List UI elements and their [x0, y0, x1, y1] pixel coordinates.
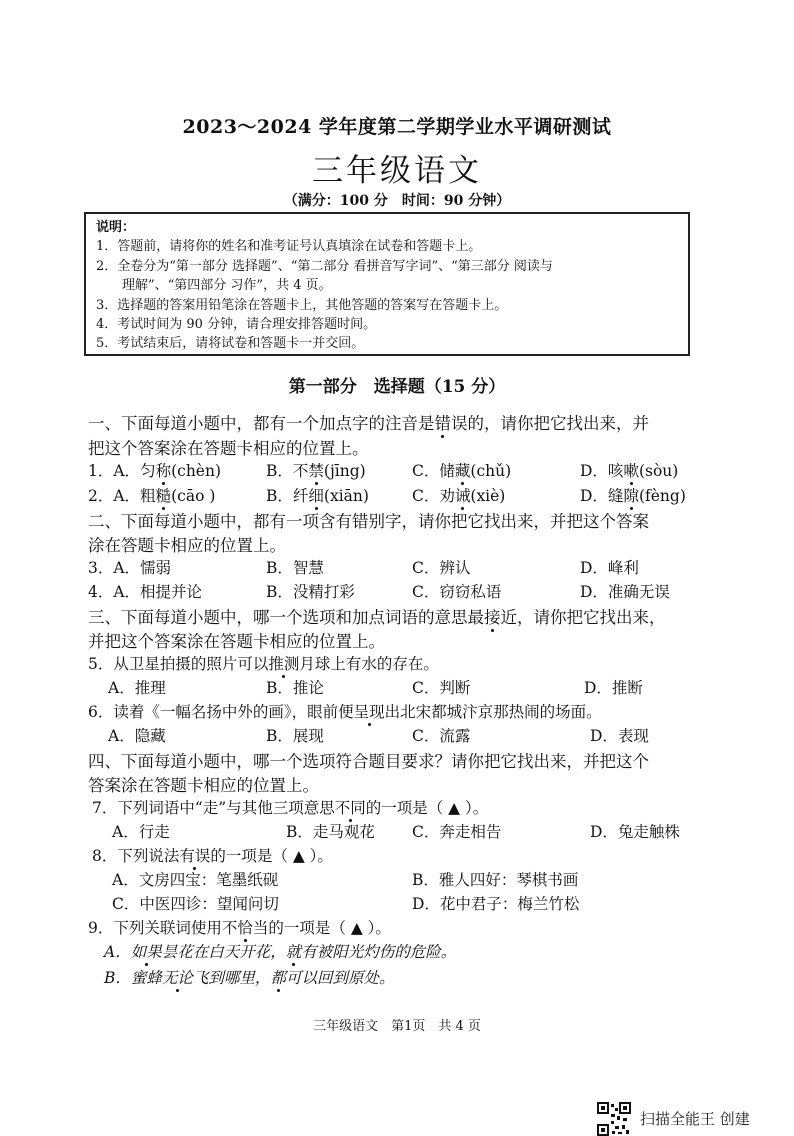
q-num: 2．A．: [88, 487, 141, 505]
text: 飞到哪里，: [192, 969, 271, 987]
instruction-item: 2．全卷分为“第一部分 选择题”、“第二部分 看拼音写字词”、“第三部分 阅读与: [96, 258, 553, 274]
dotted-word: 有误: [179, 844, 210, 866]
instruction-item: 4．考试时间为 90 分钟，请合理安排答题时间。: [96, 317, 377, 333]
question-6-stem: [88, 700, 602, 722]
question-6-option-b: B．展现: [266, 727, 324, 745]
text: 的一项是（ ▲ ）。: [210, 847, 333, 865]
text: ，请你把它找出来，: [517, 608, 666, 627]
part1-instruction: [88, 410, 649, 434]
question-7-stem: [92, 796, 488, 818]
exam-meta: （满分：100 分 时间：90 分钟）: [283, 193, 511, 209]
pinyin: (sòu): [638, 462, 679, 480]
text: 误的，请你把它找出来，并: [451, 414, 649, 433]
question-4-option-b: B．没精打彩: [266, 583, 355, 601]
question-5-option-c: C．判断: [412, 679, 471, 697]
dotted-char: 糙: [156, 484, 172, 506]
text: D．缝: [580, 487, 624, 505]
text: 的一项是（ ▲ ）。: [365, 799, 489, 817]
part4-instruction: 四、下面每道小题中，哪一个选项符合题目要求？请你把它找出来，并把这个: [88, 752, 649, 771]
question-1-option-c: [412, 459, 511, 481]
question-9-option-b: [104, 966, 394, 988]
question-3-option-c: C．辨认: [412, 559, 471, 577]
text: 粗: [140, 487, 156, 505]
question-8-option-b: B．雅人四好：琴棋书画: [412, 871, 579, 889]
question-9-option-a: [104, 940, 456, 962]
dotted-char: 诫: [455, 484, 471, 506]
text: 8．下列说法: [92, 847, 180, 865]
dotted-word: 最接近: [468, 604, 518, 628]
dotted-word: 呈现: [354, 700, 385, 722]
question-6-option-d: D．表现: [590, 727, 649, 745]
dotted-char: 隙: [623, 484, 639, 506]
question-5-stem: [88, 652, 439, 674]
text: 的一项是（ ▲ ）。: [268, 919, 391, 937]
question-4-option-a: 4．A．相提并论: [88, 583, 203, 601]
subject-title: 三年级语文: [312, 153, 482, 189]
text: 匀: [140, 462, 156, 480]
text: B．蜜蜂: [104, 969, 162, 987]
text: 出北宋都城汴京那热闹的场面。: [384, 703, 602, 721]
page-footer: 三年级语文 第1页 共 4 页: [313, 1019, 481, 1034]
dotted-word: 就: [286, 940, 302, 962]
text: 月球上有水的存在。: [299, 655, 439, 673]
question-2-option-a: [88, 484, 215, 506]
text: A．: [104, 943, 131, 961]
instruction-item: 理解”、“第四部分 习作”，共 4 页。: [96, 278, 332, 294]
question-3-option-a: 3．A．懦弱: [88, 559, 172, 577]
text: 5．从卫星拍摄的照片可以: [88, 655, 269, 673]
question-6-option-c: C．流露: [412, 727, 471, 745]
dotted-word: 如果: [131, 940, 162, 962]
question-8-option-c: C．中医四诊：望闻问切: [112, 895, 279, 913]
instructions-heading: 说明：: [96, 220, 136, 235]
question-2-option-b: [266, 484, 369, 506]
text: 昙花在白天开花，: [161, 943, 286, 961]
question-2-option-d: [580, 484, 686, 506]
part3-instruction: [88, 604, 666, 628]
pinyin: (fèng): [638, 487, 686, 505]
question-8-option-a: A．文房四宝：笔墨纸砚: [112, 871, 279, 889]
pinyin: (chèn): [171, 462, 222, 480]
question-2-option-c: [412, 484, 505, 506]
question-4-option-c: C．窃窃私语: [412, 583, 502, 601]
dotted-char: 错: [435, 410, 452, 434]
part2-instruction-line2: 涂在答题卡相应的位置上。: [88, 536, 286, 555]
question-8-stem: [92, 844, 333, 866]
pinyin: (cāo ): [171, 487, 216, 505]
question-3-option-b: B．智慧: [266, 559, 324, 577]
part2-instruction: 二、下面每道小题中，都有一项含有错别字，请你把它找出来，并把这个答案: [88, 512, 649, 531]
scanner-watermark: 扫描全能王 创建: [640, 1110, 750, 1128]
question-8-option-d: D．花中君子：梅兰竹松: [412, 895, 580, 913]
text: B．纤: [266, 487, 309, 505]
q-num: 1．A．: [88, 462, 141, 480]
question-6-option-a: A．隐藏: [108, 727, 166, 745]
text: B．不: [266, 462, 309, 480]
question-5-option-a: A．推理: [108, 679, 166, 697]
pinyin: (chǔ): [470, 462, 512, 480]
instruction-item: 1．答题前，请将你的姓名和准考证号认真填涂在试卷和答题卡上。: [96, 239, 482, 255]
question-1-option-d: [580, 459, 678, 481]
exam-title: 2023～2024 学年度第二学期学业水平调研测试: [182, 116, 612, 138]
text: 6．读着《一幅名扬中外的画》，眼前便: [88, 703, 354, 721]
dotted-word: 无论: [162, 966, 193, 988]
question-5-option-d: D．推断: [584, 679, 643, 697]
part4-instruction-line2: 答案涂在答题卡相应的位置上。: [88, 776, 319, 795]
text: 三、下面每道小题中，哪一个选项和加点词语的意思: [88, 608, 468, 627]
dotted-char: 细: [308, 484, 324, 506]
question-4-option-d: D．准确无误: [580, 583, 670, 601]
instruction-item: 5．考试结束后，请将试卷和答题卡一并交回。: [96, 336, 365, 352]
instruction-item: 3．选择题的答案用铅笔涂在答题卡上，其他答题的答案写在答题卡上。: [96, 297, 508, 313]
text: C．储: [412, 462, 455, 480]
question-3-option-d: D．峰利: [580, 559, 639, 577]
question-7-option-b: B．走马观花: [286, 823, 375, 841]
dotted-word: 都: [270, 966, 286, 988]
text: 9．下列关联词使用: [88, 919, 222, 937]
section-title: 第一部分 选择题（15 分）: [288, 377, 506, 397]
text: 有被阳光灼伤的危险。: [301, 943, 457, 961]
part1-instruction-line2: 把这个答案涂在答题卡相应的位置上。: [88, 439, 369, 458]
question-1-option-a: [88, 459, 221, 481]
dotted-char: 称: [156, 459, 172, 481]
question-5-option-b: B．推论: [266, 679, 324, 697]
dotted-word: 不恰当: [222, 916, 269, 938]
part3-instruction-line2: 并把这个答案涂在答题卡相应的位置上。: [88, 632, 385, 651]
dotted-char: 嗽: [623, 459, 639, 481]
dotted-word: 推测: [268, 652, 299, 674]
text: 一、下面每道小题中，都有一个加点字的注音是: [88, 414, 435, 433]
question-1-option-b: [266, 459, 366, 481]
text: D．咳: [580, 462, 624, 480]
dotted-char: 禁: [308, 459, 324, 481]
dotted-char: 藏: [455, 459, 471, 481]
question-7-option-c: C．奔走相告: [412, 823, 502, 841]
text: 可以回到原处。: [285, 969, 395, 987]
qr-code-icon: [597, 1102, 631, 1136]
question-7-option-a: A．行走: [112, 823, 170, 841]
dotted-word: 不同: [335, 796, 366, 818]
question-7-option-d: D．兔走触株: [590, 823, 680, 841]
text: C．劝: [412, 487, 455, 505]
instructions-box: [84, 212, 690, 356]
question-9-stem: [88, 916, 391, 938]
text: 7．下列词语中“走”与其他三项意思: [92, 799, 335, 817]
pinyin: (xiè): [470, 487, 506, 505]
pinyin: (jīng): [323, 462, 366, 480]
pinyin: (xiān): [323, 487, 369, 505]
